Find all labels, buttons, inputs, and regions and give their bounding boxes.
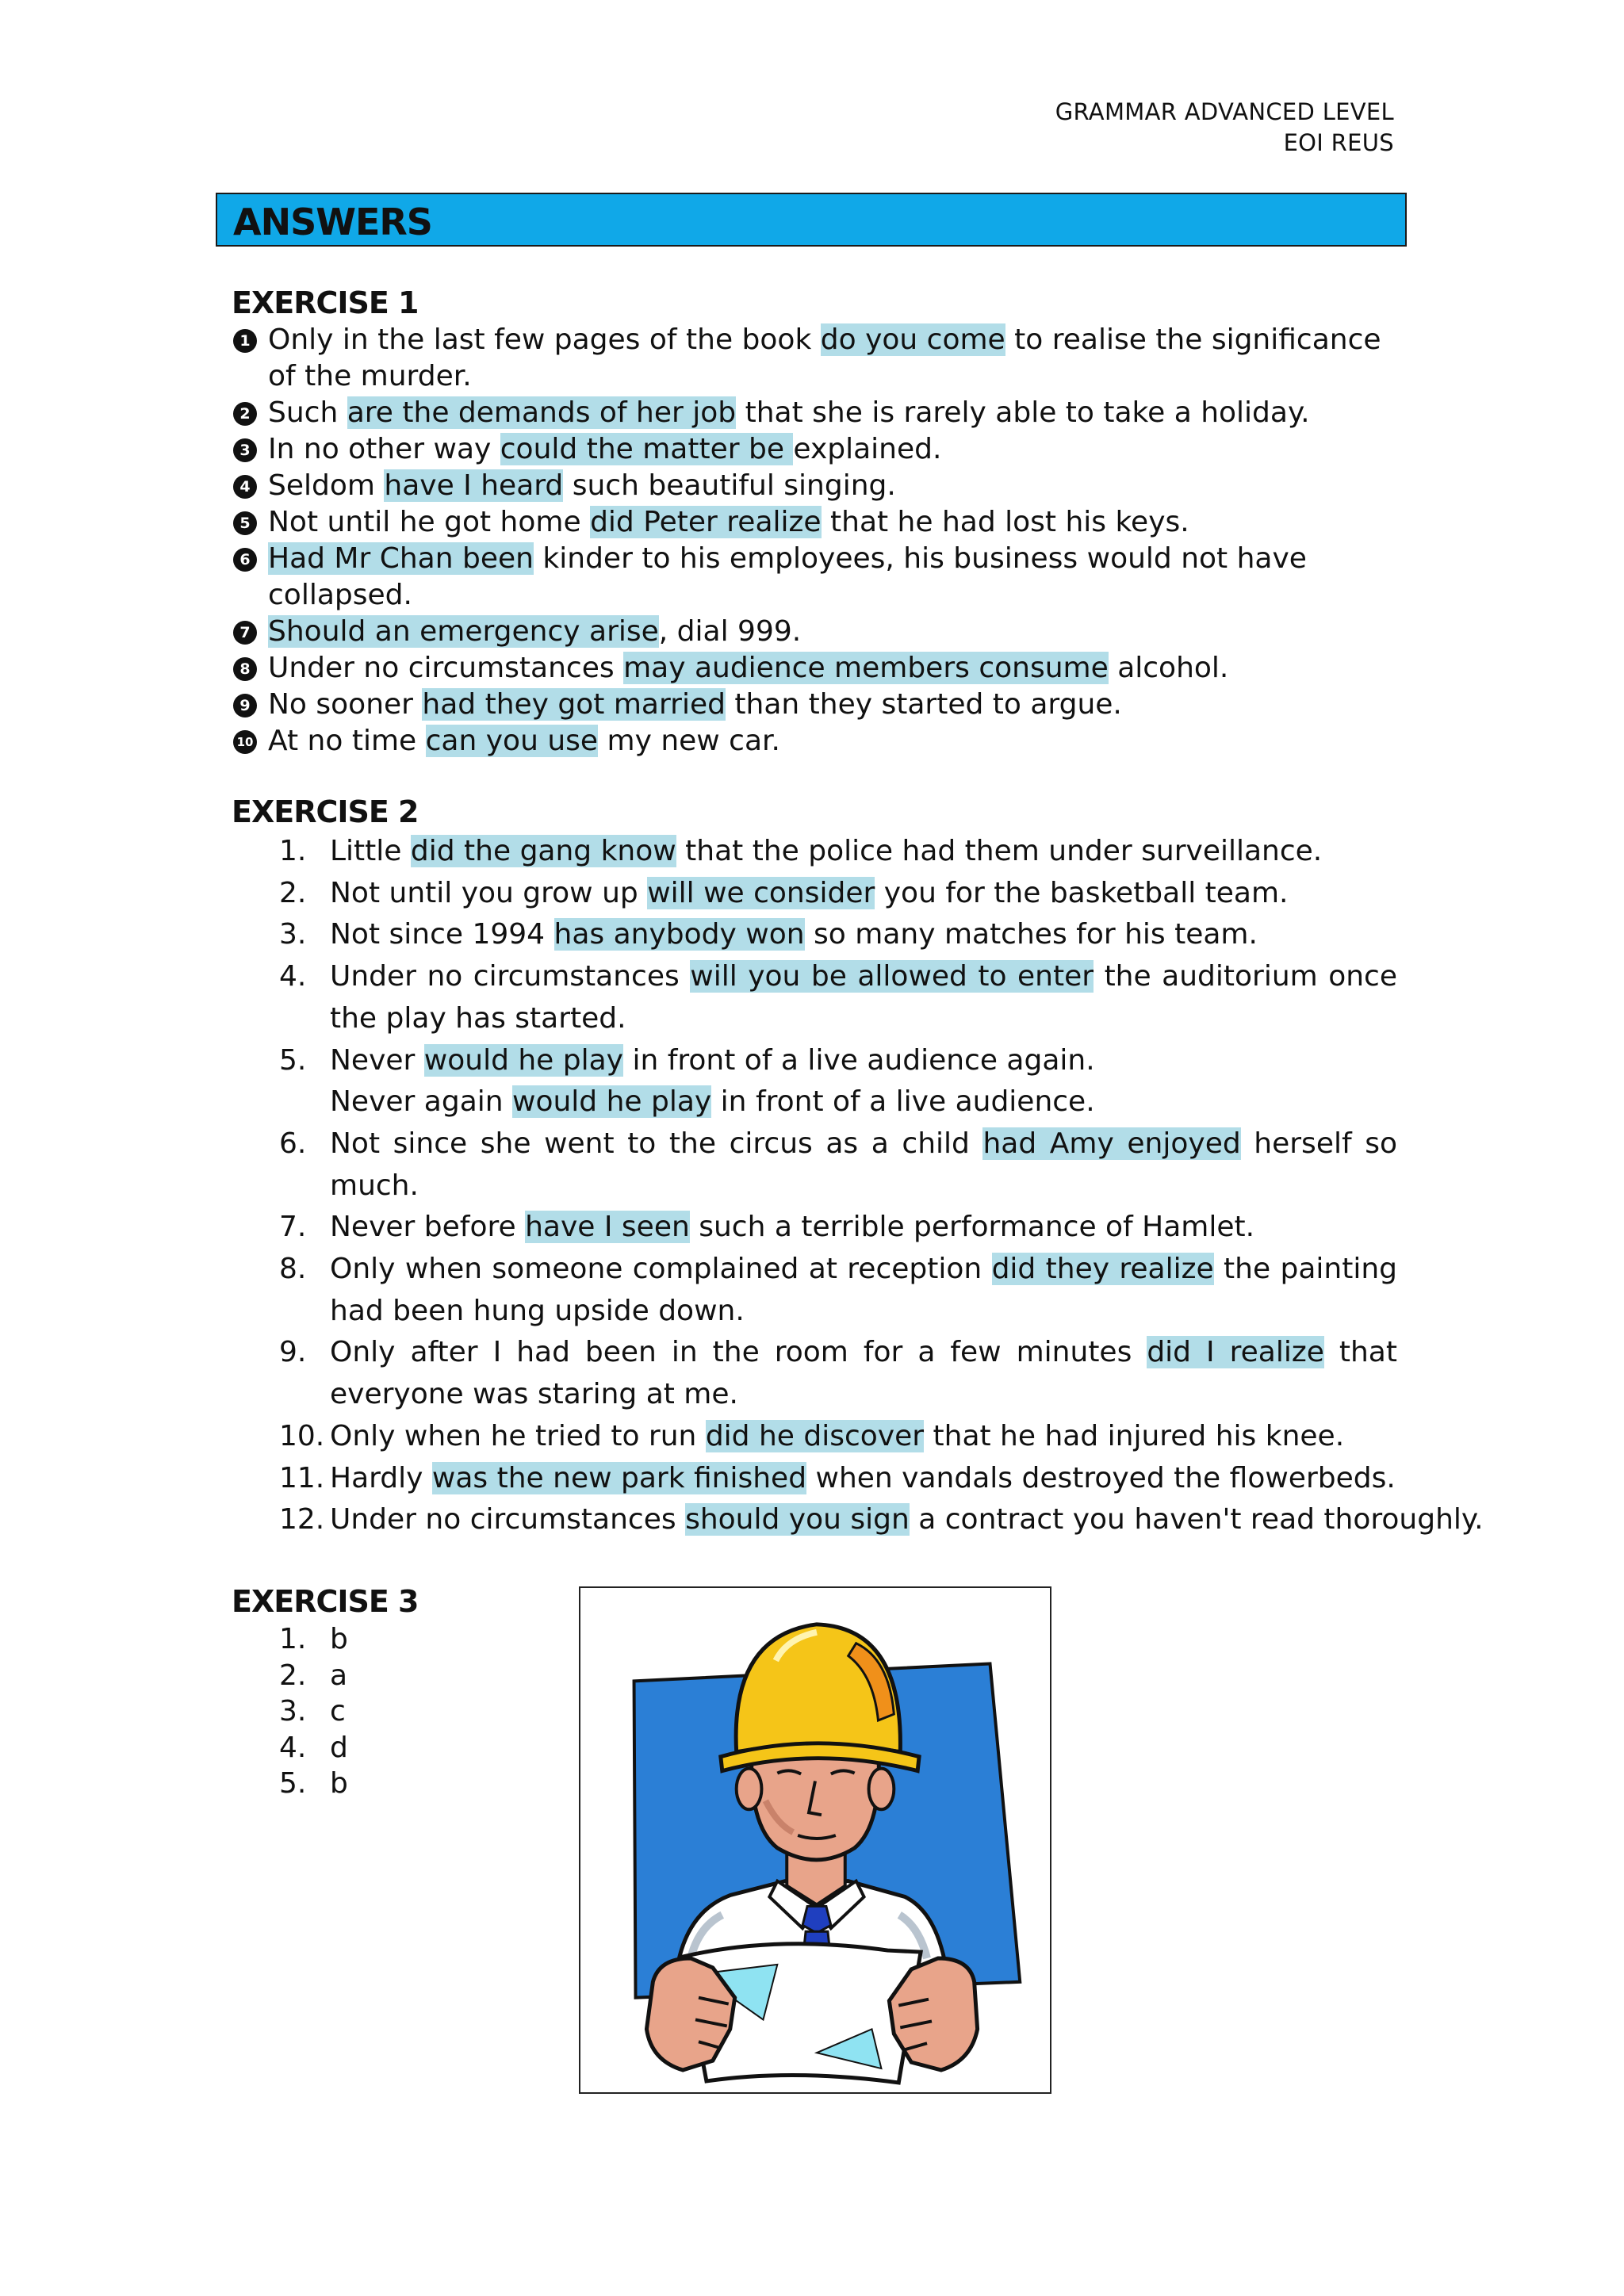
answer-highlight: had they got married xyxy=(422,688,726,721)
answer-highlight: did the gang know xyxy=(410,835,676,867)
list-item: 10. Only when he tried to run did he discover that he had injured his knee. xyxy=(279,1416,1397,1458)
list-number-badge: 7 xyxy=(233,621,257,645)
list-item: 1. Little did the gang know that the police had them under surveillance. xyxy=(279,831,1397,873)
answer-letter: d xyxy=(330,1731,348,1764)
answer-letter: b xyxy=(330,1623,348,1655)
list-item: 4. Under no circumstances will you be allowed to enter the auditorium once the play has started. xyxy=(279,956,1397,1039)
list-number-badge: 3 xyxy=(233,438,257,462)
list-number-badge: 6 xyxy=(233,548,257,572)
list-number-badge: 4 xyxy=(233,475,257,499)
list-item: 8 Under no circumstances may audience members consume alcohol. xyxy=(232,650,1397,687)
list-item: 5 Not until he got home did Peter realize that he had lost his keys. xyxy=(232,504,1397,541)
list-number: 1. xyxy=(279,835,307,867)
list-item: 5. Never would he play in front of a live audience again. xyxy=(279,1040,1397,1082)
list-item: 10 At no time can you use my new car. xyxy=(232,723,1397,760)
list-item: 3 In no other way could the matter be explained. xyxy=(232,431,1397,468)
list-item: 4 Seldom have I heard such beautiful singing. xyxy=(232,468,1397,504)
list-item: 2 Such are the demands of her job that she is rarely able to take a holiday. xyxy=(232,395,1397,431)
exercise-3-list xyxy=(279,1621,348,1802)
list-number: 12. xyxy=(279,1503,325,1536)
list-item xyxy=(279,1766,348,1802)
list-number: 1. xyxy=(279,1623,307,1655)
list-number: 4. xyxy=(279,1731,307,1764)
document-header xyxy=(1055,97,1394,159)
list-item: 11. Hardly was the new park finished when vandals destroyed the flowerbeds. xyxy=(279,1458,1397,1500)
list-item: 2. Not until you grow up will we consider you for the basketball team. xyxy=(279,873,1397,915)
answer-highlight: should you sign xyxy=(685,1503,910,1536)
list-item: 1 Only in the last few pages of the book do you come to realise the significance of the murder. xyxy=(232,322,1397,395)
list-item: 9. Only after I had been in the room for a few minutes did I realize that everyone was staring at me. xyxy=(279,1332,1397,1415)
list-number: 2. xyxy=(279,1659,307,1692)
answer-highlight: did I realize xyxy=(1147,1336,1324,1369)
answer-highlight: had Amy enjoyed xyxy=(982,1127,1241,1160)
answer-highlight: will you be allowed to enter xyxy=(690,960,1094,993)
answer-highlight: was the new park finished xyxy=(431,1461,807,1494)
list-number: 7. xyxy=(279,1211,307,1244)
answer-highlight: may audience members consume xyxy=(623,652,1109,684)
answer-highlight: are the demands of her job xyxy=(347,396,737,429)
list-number: 10. xyxy=(279,1419,325,1452)
exercise-1-list xyxy=(232,322,1397,760)
answer-letter: b xyxy=(330,1767,348,1800)
list-number: 3. xyxy=(279,918,307,951)
list-item: 3. Not since 1994 has anybody won so many matches for his team. xyxy=(279,914,1397,956)
answer-highlight: would he play xyxy=(423,1043,623,1077)
header-course-title: GRAMMAR ADVANCED LEVEL xyxy=(1055,98,1394,125)
answer-highlight: will we consider xyxy=(647,876,875,909)
list-number: 9. xyxy=(279,1336,307,1369)
list-number: 3. xyxy=(279,1695,307,1728)
list-number-badge: 5 xyxy=(233,511,257,535)
answer-highlight: can you use xyxy=(425,725,599,757)
list-item: 12. Under no circumstances should you sign a contract you haven't read thoroughly. xyxy=(279,1499,1397,1541)
answer-highlight: Had Mr Chan been xyxy=(268,542,534,575)
answer-highlight: has anybody won xyxy=(553,918,805,951)
list-number-badge: 8 xyxy=(233,657,257,681)
answer-letter: c xyxy=(330,1695,346,1728)
list-number-badge: 9 xyxy=(233,694,257,718)
list-item xyxy=(279,1658,348,1694)
list-number-badge: 2 xyxy=(233,402,257,426)
engineer-reading-plans-icon xyxy=(580,1588,1050,2092)
exercise-2-list xyxy=(279,831,1484,1541)
answer-highlight: did they realize xyxy=(991,1253,1214,1286)
list-number: 8. xyxy=(279,1253,307,1286)
alternative-answer: Never again would he play in front of a live audience. xyxy=(330,1085,1095,1119)
list-number: 5. xyxy=(279,1767,307,1800)
list-number-badge: 1 xyxy=(233,329,257,353)
list-item: 7 Should an emergency arise, dial 999. xyxy=(232,614,1397,650)
list-number: 2. xyxy=(279,876,307,909)
list-number: 11. xyxy=(279,1461,325,1494)
list-item xyxy=(279,1621,348,1658)
list-number: 6. xyxy=(279,1127,307,1160)
exercise-1-title: EXERCISE 1 xyxy=(232,285,419,320)
list-item xyxy=(279,1693,348,1730)
answer-highlight: have I heard xyxy=(384,469,564,502)
list-item: 8. Only when someone complained at reception did they realize the painting had been hung upside down. xyxy=(279,1249,1397,1332)
answers-banner xyxy=(216,193,1407,247)
list-item xyxy=(279,1730,348,1766)
list-item: 9 No sooner had they got married than they started to argue. xyxy=(232,687,1397,723)
exercise-3-title: EXERCISE 3 xyxy=(232,1584,419,1619)
answers-title: ANSWERS xyxy=(233,201,432,243)
answer-letter: a xyxy=(330,1659,348,1692)
answer-highlight: could the matter be xyxy=(500,433,794,465)
list-number: 5. xyxy=(279,1043,307,1077)
list-item: 7. Never before have I seen such a terrible performance of Hamlet. xyxy=(279,1207,1397,1249)
answer-highlight: would he play xyxy=(512,1085,712,1119)
answer-highlight: did Peter realize xyxy=(590,506,822,538)
engineer-illustration xyxy=(579,1586,1051,2094)
answer-highlight: have I seen xyxy=(525,1211,690,1244)
list-number-badge: 10 xyxy=(233,730,257,754)
list-item: 6 Had Mr Chan been kinder to his employees, his business would not have collapsed. xyxy=(232,541,1397,614)
list-number: 4. xyxy=(279,960,307,993)
answer-highlight: do you come xyxy=(820,323,1005,356)
exercise-2-title: EXERCISE 2 xyxy=(232,794,419,829)
list-item: 6. Not since she went to the circus as a child had Amy enjoyed herself so much. xyxy=(279,1123,1397,1207)
header-school-name: EOI REUS xyxy=(1283,129,1394,156)
answer-highlight: Should an emergency arise xyxy=(268,615,659,648)
answer-highlight: did he discover xyxy=(705,1419,925,1452)
